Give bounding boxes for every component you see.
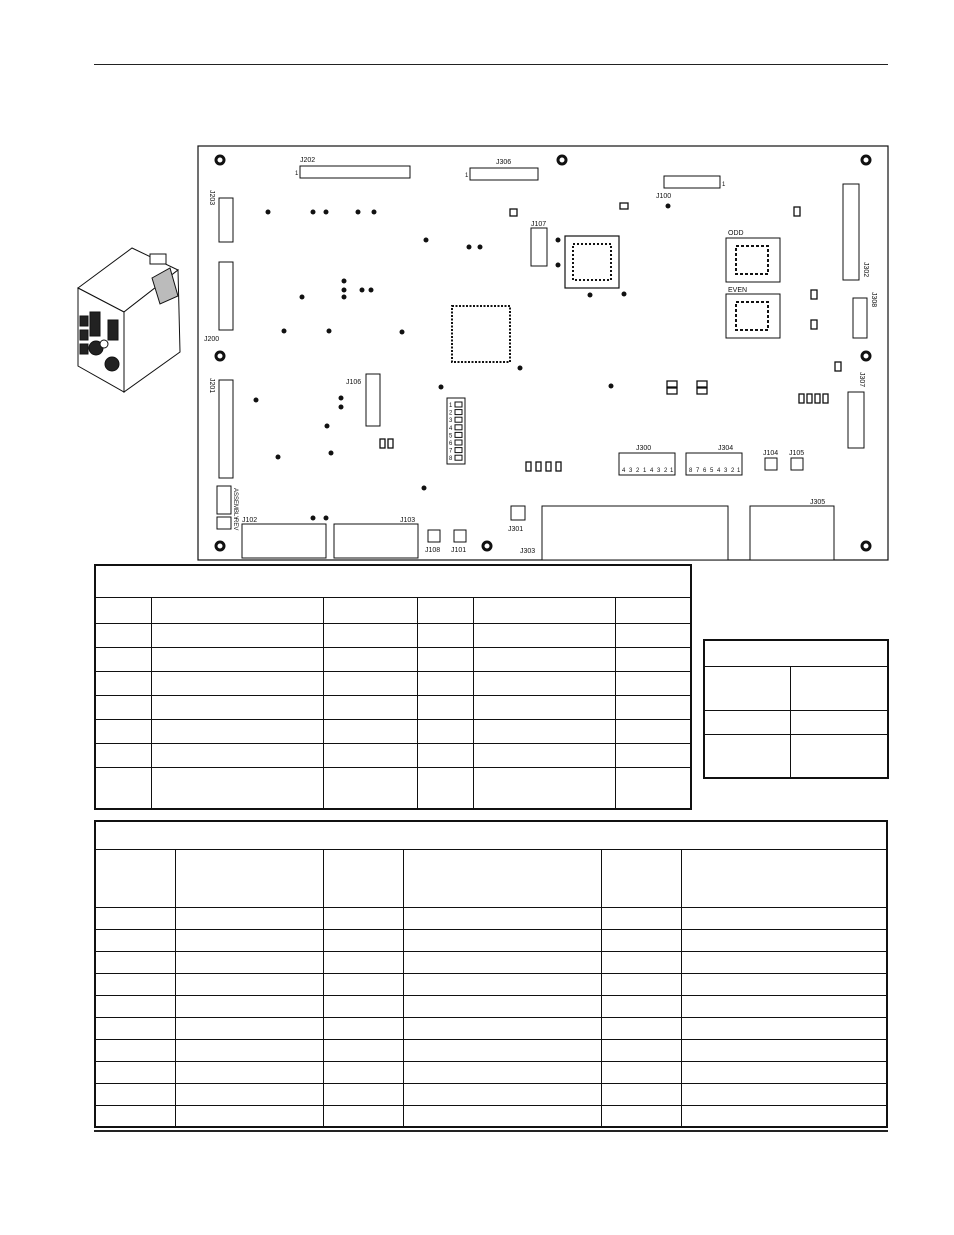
- dip-switch-toggle: [455, 417, 462, 422]
- dip-switch-toggle: [455, 432, 462, 437]
- j304-pin-5: 4: [717, 468, 721, 474]
- j300-pin-6: 3: [657, 468, 661, 474]
- j304-pin-7: 2: [731, 468, 735, 474]
- chip-odd: [726, 230, 780, 282]
- connector-j105: [789, 450, 804, 470]
- j306-label: J306: [496, 159, 512, 166]
- connector-j305: [750, 499, 834, 560]
- connector-j303: [520, 506, 728, 560]
- j203-label: J203: [208, 190, 215, 206]
- connector-table: [94, 820, 888, 1128]
- j200-label: J200: [204, 336, 220, 343]
- table3-title: [95, 821, 887, 849]
- even-label: EVEN: [728, 287, 748, 294]
- dip-switch-number: 1: [449, 403, 453, 409]
- j107-label: J107: [531, 221, 547, 228]
- dip-switch-number: 5: [449, 433, 453, 440]
- odd-label: ODD: [728, 230, 744, 237]
- connector-j104: [763, 450, 778, 470]
- j300-pin-5: 4: [650, 468, 654, 474]
- j100-label: J100: [656, 193, 672, 200]
- assembly-box: [217, 486, 238, 530]
- j305-label: J305: [810, 499, 826, 506]
- j304-pin-6: 3: [724, 468, 728, 474]
- j307-label: J307: [858, 372, 865, 388]
- dip-switch-number: 3: [449, 418, 453, 425]
- j306-pin1: 1: [465, 173, 469, 179]
- rev-label: REV: [232, 518, 238, 531]
- dip-switch-toggle: [455, 410, 462, 415]
- j104-label: J104: [763, 450, 779, 457]
- j300-pin-4: 1: [643, 468, 647, 474]
- table2-title: [704, 640, 888, 666]
- dip-switch-number: 4: [449, 425, 453, 432]
- j202-label: J202: [300, 157, 316, 164]
- j105-label: J105: [789, 450, 805, 457]
- dip-switch-toggle: [455, 440, 462, 445]
- j302-label: J302: [862, 262, 869, 278]
- j103-label: J103: [400, 517, 416, 524]
- j304-pin-3: 6: [703, 468, 707, 474]
- chip-qfp-main: [452, 306, 510, 362]
- j300-pin-8: 1: [670, 468, 674, 474]
- j300-pin-7: 2: [664, 468, 668, 474]
- j308-label: J308: [870, 292, 877, 308]
- j304-label: J304: [718, 445, 734, 452]
- table1-title: [95, 565, 691, 598]
- j100-pin1: 1: [722, 182, 726, 188]
- connector-j301: [508, 506, 525, 533]
- dip-switch-toggle: [455, 455, 462, 460]
- power-supply-illustration: [78, 248, 180, 392]
- j301-label: J301: [508, 526, 524, 533]
- j108-label: J108: [425, 547, 441, 554]
- dip-switch-number: 2: [449, 410, 453, 417]
- connector-j107: [531, 221, 547, 266]
- j101-label: J101: [451, 547, 467, 554]
- j304-pin-4: 5: [710, 468, 714, 474]
- j106-label: J106: [346, 379, 362, 386]
- j300-pin-2: 3: [629, 468, 633, 474]
- chip-even: [726, 287, 780, 338]
- j102-label: J102: [242, 517, 258, 524]
- dip-switch-number: 8: [449, 456, 453, 463]
- dip-switch-number: 6: [449, 441, 453, 447]
- small-table: [703, 639, 889, 779]
- dip-switch-toggle: [455, 448, 462, 453]
- dip-switch-toggle: [455, 425, 462, 430]
- j304-pin-8: 1: [737, 468, 741, 474]
- assembly-label: ASSEMBLY: [232, 488, 238, 520]
- j300-pin-1: 4: [622, 468, 626, 474]
- j300-pin-3: 2: [636, 468, 640, 474]
- j201-label: J201: [208, 378, 215, 394]
- j304-pin-2: 7: [696, 468, 700, 474]
- j304-pin-1: 8: [689, 468, 693, 474]
- j303-label: J303: [520, 548, 536, 555]
- j300-label: J300: [636, 445, 652, 452]
- circuit-board-outline: [198, 146, 888, 560]
- dip-switch-toggle: [455, 402, 462, 407]
- chip-plcc-upper: [565, 236, 619, 288]
- j202-pin1: 1: [295, 171, 299, 177]
- switch-settings-table: [94, 564, 692, 810]
- footer-rule: [94, 1130, 888, 1132]
- dip-switch-number: 7: [449, 448, 453, 455]
